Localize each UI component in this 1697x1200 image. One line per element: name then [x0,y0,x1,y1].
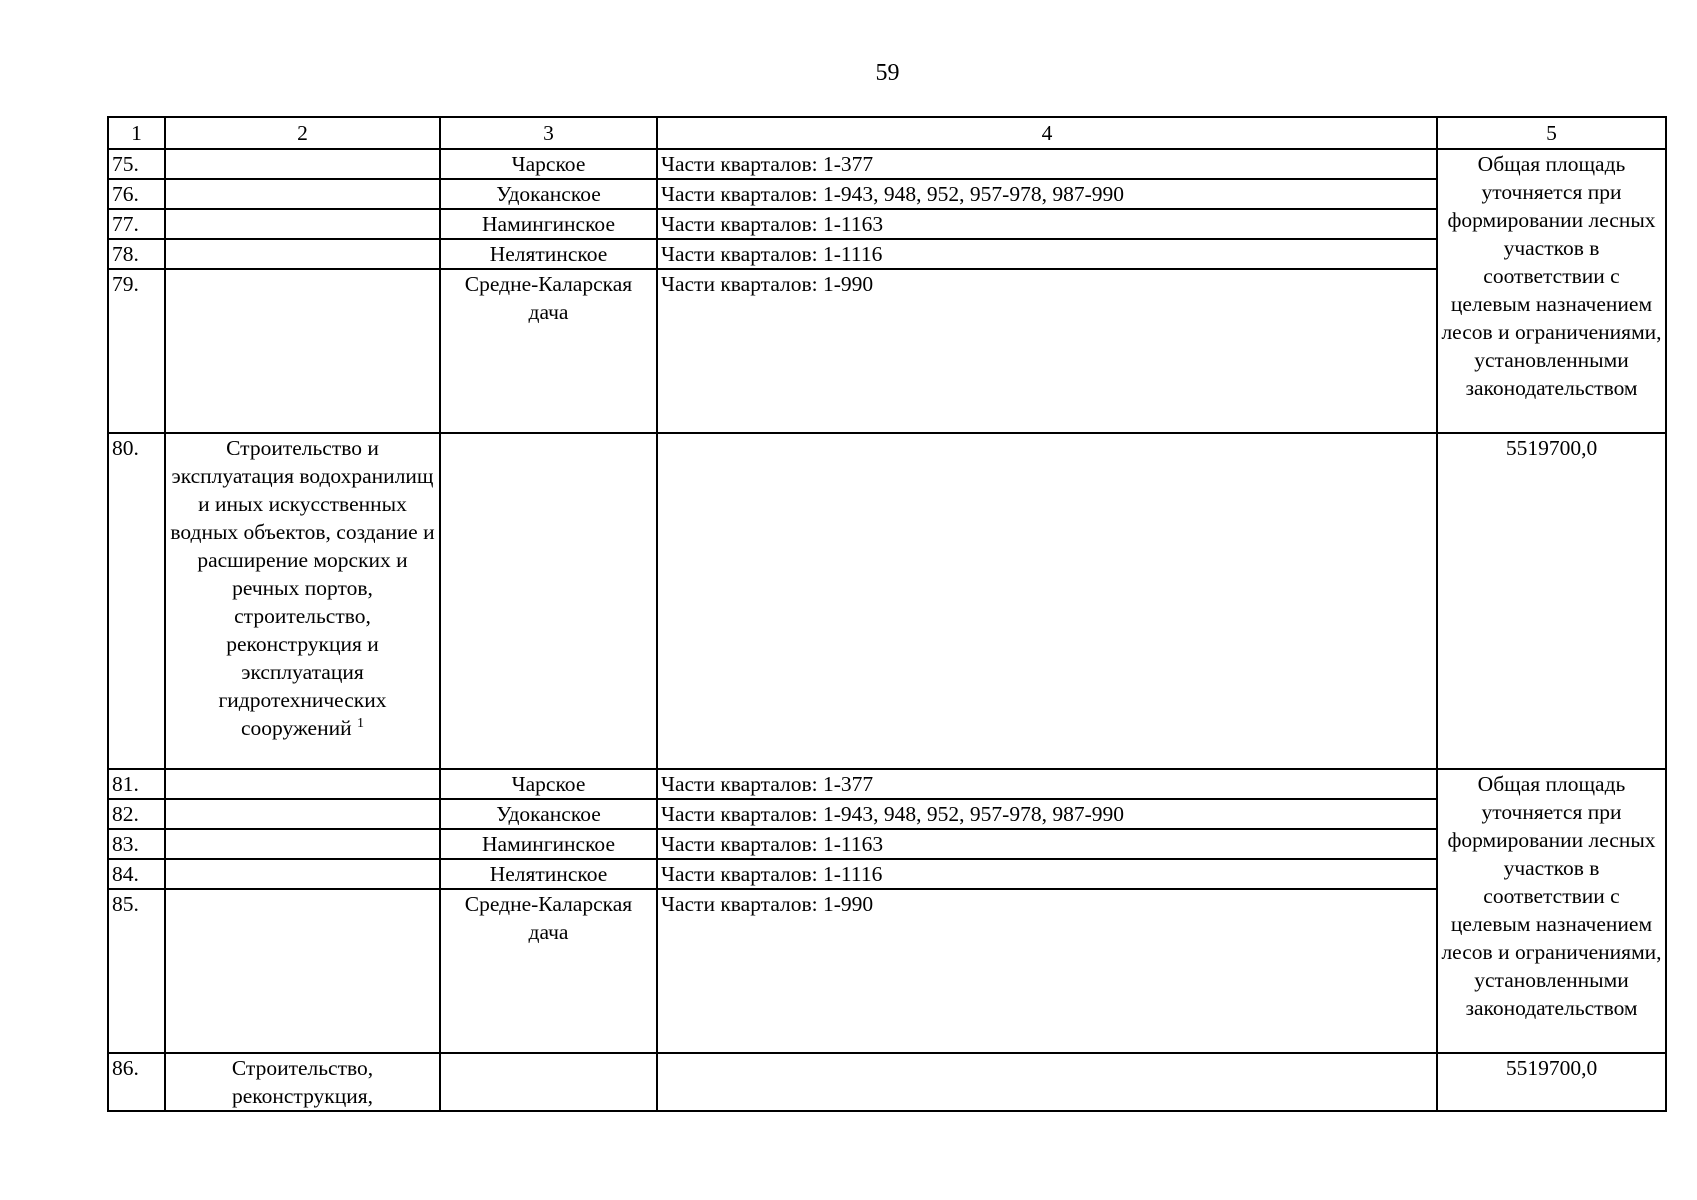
quarters-cell: Части кварталов: 1-1163 [657,209,1437,239]
footnote-marker: 1 [356,715,364,731]
table-row [108,859,1666,889]
table-header-row [108,117,1666,149]
row-number: 83. [108,829,165,859]
quarters-cell: Части кварталов: 1-990 [657,269,1437,433]
forestry-cell: Намингинское [440,829,657,859]
purpose-cell [165,769,440,799]
purpose-cell [165,433,440,769]
table-row [108,239,1666,269]
area-note-cell: Общая площадь уточняется при формировании лесных участков в соответствии с целевым назначением лесов и ограничениями, установленными законодательством [1437,769,1666,1053]
purpose-cell [165,889,440,1053]
table-row [108,149,1666,179]
purpose-cell [165,829,440,859]
area-value-cell: 5519700,0 [1437,433,1666,769]
table-row [108,829,1666,859]
forestry-cell: Средне-Каларская дача [440,889,657,1053]
table-row [108,889,1666,1053]
forestry-cell: Чарское [440,149,657,179]
forestry-cell: Удоканское [440,179,657,209]
row-number: 81. [108,769,165,799]
table-row [108,1053,1666,1111]
quarters-cell [657,1053,1437,1111]
purpose-cell: Строительство, реконструкция, [165,1053,440,1111]
row-number: 84. [108,859,165,889]
quarters-cell: Части кварталов: 1-943, 948, 952, 957-978, 987-990 [657,799,1437,829]
forestry-cell: Нелятинское [440,239,657,269]
page-number: 59 [875,60,900,86]
quarters-cell: Части кварталов: 1-990 [657,889,1437,1053]
area-note-cell: Общая площадь уточняется при формировании лесных участков в соответствии с целевым назначением лесов и ограничениями, установленными законодательством [1437,149,1666,433]
forestry-cell: Чарское [440,769,657,799]
row-number: 78. [108,239,165,269]
header-cell-3: 3 [440,117,657,149]
row-number: 86. [108,1053,165,1111]
purpose-cell [165,239,440,269]
area-value-cell: 5519700,0 [1437,1053,1666,1111]
forest-use-table [107,116,1667,1112]
purpose-cell [165,799,440,829]
table-row [108,269,1666,433]
forestry-cell: Намингинское [440,209,657,239]
quarters-cell: Части кварталов: 1-1116 [657,859,1437,889]
row-number: 77. [108,209,165,239]
purpose-cell [165,149,440,179]
purpose-cell [165,179,440,209]
header-cell-1: 1 [108,117,165,149]
row-number: 80. [108,433,165,769]
row-number: 85. [108,889,165,1053]
forestry-cell: Нелятинское [440,859,657,889]
table-row [108,799,1666,829]
purpose-text: Строительство и эксплуатация водохранилищ и иных искусственных водных объектов, создание и расширение морских и речных портов, строительство, реконструкция и эксплуатация гидротехнических сооружений [170,436,435,740]
header-cell-2: 2 [165,117,440,149]
table-row [108,433,1666,769]
quarters-cell: Части кварталов: 1-377 [657,149,1437,179]
table-row [108,209,1666,239]
quarters-cell: Части кварталов: 1-1116 [657,239,1437,269]
table-row [108,769,1666,799]
forestry-cell [440,433,657,769]
row-number: 82. [108,799,165,829]
header-cell-4: 4 [657,117,1437,149]
purpose-cell [165,859,440,889]
purpose-cell [165,209,440,239]
quarters-cell: Части кварталов: 1-1163 [657,829,1437,859]
purpose-cell [165,269,440,433]
table-row [108,179,1666,209]
forestry-cell: Средне-Каларская дача [440,269,657,433]
header-cell-5: 5 [1437,117,1666,149]
row-number: 76. [108,179,165,209]
forestry-cell: Удоканское [440,799,657,829]
row-number: 75. [108,149,165,179]
quarters-cell [657,433,1437,769]
quarters-cell: Части кварталов: 1-943, 948, 952, 957-978, 987-990 [657,179,1437,209]
row-number: 79. [108,269,165,433]
forestry-cell [440,1053,657,1111]
quarters-cell: Части кварталов: 1-377 [657,769,1437,799]
